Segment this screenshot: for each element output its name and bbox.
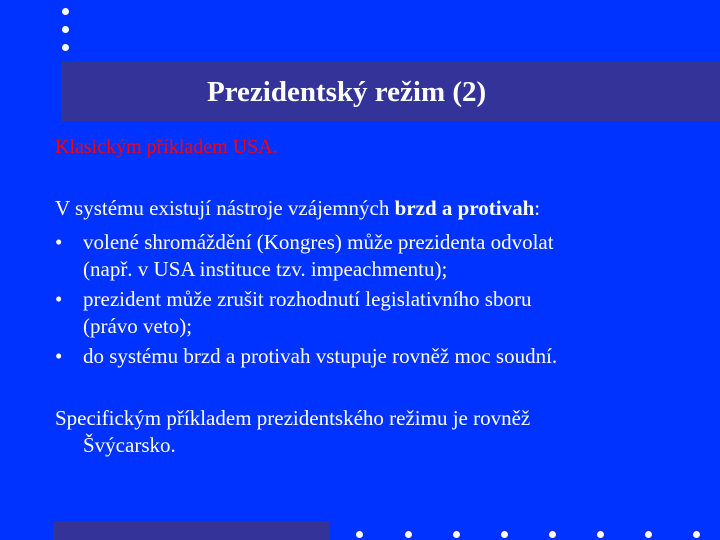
bullet-marker: • bbox=[55, 230, 63, 254]
bullet-marker: • bbox=[55, 287, 63, 311]
decorative-dot bbox=[645, 531, 652, 538]
bullet-item-3-line-1: do systému brzd a protivah vstupuje rovněž moc soudní. bbox=[83, 344, 558, 368]
decorative-dot bbox=[62, 44, 69, 51]
intro-bold-term: brzd a protivah bbox=[394, 196, 535, 220]
closing-paragraph-line-1: Specifickým příkladem prezidentského režimu je rovněž bbox=[55, 406, 531, 430]
slide-subtitle: Klasickým příkladem USA. bbox=[55, 136, 278, 158]
bullet-item-1-line-1: volené shromáždění (Kongres) může prezidenta odvolat bbox=[83, 230, 554, 254]
intro-paragraph bbox=[55, 195, 540, 222]
decorative-dot bbox=[693, 531, 700, 538]
bullet-item-2-line-2: (právo veto); bbox=[83, 314, 193, 338]
closing-paragraph-line-2: Švýcarsko. bbox=[83, 433, 176, 457]
decorative-dot bbox=[501, 531, 508, 538]
bullet-item-1-line-2: (např. v USA instituce tzv. impeachmentu); bbox=[83, 257, 448, 281]
decorative-dot bbox=[62, 26, 69, 33]
bullet-marker: • bbox=[55, 344, 63, 368]
decorative-dot bbox=[405, 531, 412, 538]
decorative-dot bbox=[62, 8, 69, 15]
decorative-dot bbox=[597, 531, 604, 538]
decorative-dot bbox=[356, 531, 363, 538]
slide-title: Prezidentský režim (2) bbox=[207, 76, 487, 108]
decorative-dot bbox=[549, 531, 556, 538]
footer-bar bbox=[53, 521, 330, 540]
bullet-item-2-line-1: prezident může zrušit rozhodnutí legislativního sboru bbox=[83, 287, 532, 311]
intro-suffix: : bbox=[534, 196, 541, 220]
decorative-dot bbox=[453, 531, 460, 538]
intro-prefix: V systému existují nástroje vzájemných bbox=[55, 196, 395, 220]
